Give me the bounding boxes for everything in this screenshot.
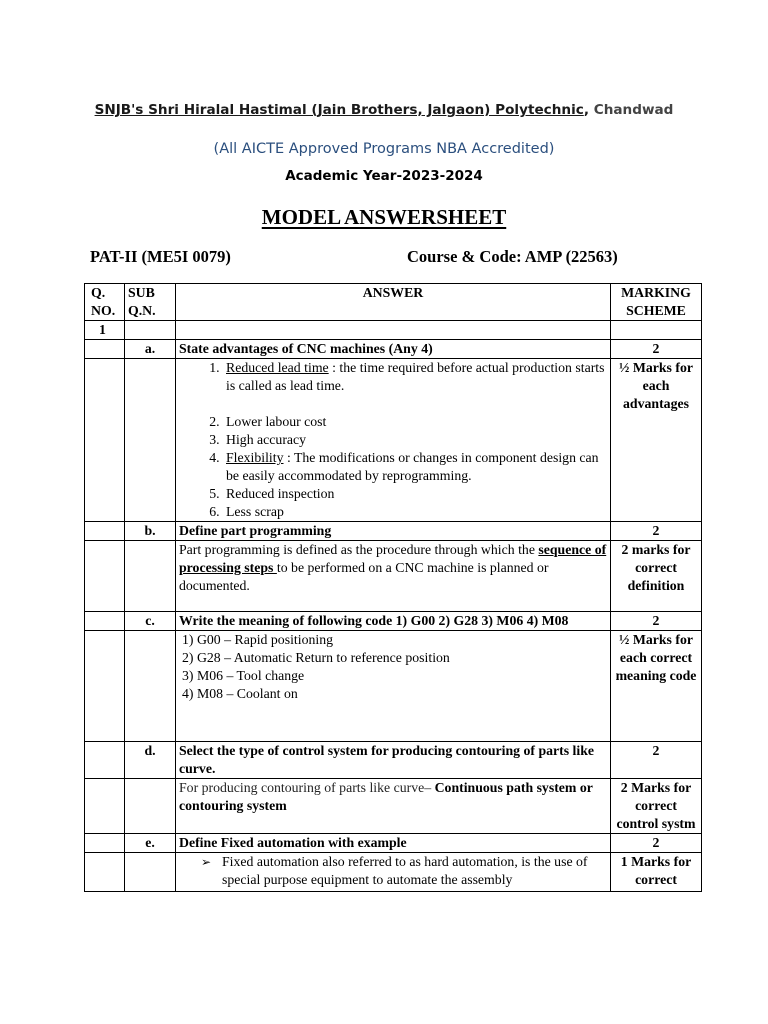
empty-cell — [85, 631, 125, 742]
item-text: : the time required before actual production starts is called as lead time. — [226, 360, 605, 393]
subq-question-d: Select the type of control system for producing contouring of parts like curve. — [176, 742, 611, 779]
subq-label-d: d. — [125, 742, 176, 779]
table-header-row — [85, 284, 702, 321]
subq-marks-c: 2 — [611, 612, 702, 631]
institute-sep: , — [583, 102, 594, 118]
code-line: 2) G28 – Automatic Return to reference position — [182, 650, 450, 665]
arrow-bullet-icon: ➢ — [201, 855, 212, 869]
subq-label-a: a. — [125, 340, 176, 359]
answer-row-d — [85, 779, 702, 834]
empty-cell — [85, 340, 125, 359]
scheme-b: 2 marks for correct definition — [611, 541, 702, 612]
header-answer: ANSWER — [176, 284, 611, 321]
test-code: PAT-II (ME5I 0079) — [90, 247, 231, 266]
list-spacer — [223, 395, 607, 413]
subq-marks-e: 2 — [611, 834, 702, 853]
subq-question-a: State advantages of CNC machines (Any 4) — [176, 340, 611, 359]
empty-cell — [85, 779, 125, 834]
header-marking — [611, 284, 702, 321]
answer-row-c — [85, 631, 702, 742]
subquestion-row-e — [85, 834, 702, 853]
answer-text: Part programming is defined as the procedure through which the — [179, 542, 539, 557]
item-term: Flexibility — [226, 450, 284, 465]
empty-cell — [125, 779, 176, 834]
empty-cell — [125, 359, 176, 522]
scheme-d: 2 Marks for correct control systm — [611, 779, 702, 834]
answer-row-a — [85, 359, 702, 522]
answer-table — [84, 283, 702, 892]
item-term: Reduced lead time — [226, 360, 329, 375]
subquestion-row-c — [85, 612, 702, 631]
empty-cell — [85, 834, 125, 853]
scheme-a: ½ Marks for each advantages — [611, 359, 702, 522]
subq-label-c: c. — [125, 612, 176, 631]
subq-marks-a: 2 — [611, 340, 702, 359]
header-subqn-line1: SUB — [128, 285, 155, 300]
subq-label-e: e. — [125, 834, 176, 853]
subq-question-b: Define part programming — [176, 522, 611, 541]
empty-cell — [125, 631, 176, 742]
empty-cell — [85, 541, 125, 612]
subquestion-row-a — [85, 340, 702, 359]
empty-cell — [85, 522, 125, 541]
header-qno — [85, 284, 125, 321]
list-item: 2. Lower labour cost — [223, 413, 607, 431]
answer-b — [176, 541, 611, 612]
scheme-e: 1 Marks for correct — [611, 853, 702, 892]
answer-text: For producing contouring of parts like curve– — [179, 780, 435, 795]
answer-d — [176, 779, 611, 834]
subquestion-row-b — [85, 522, 702, 541]
empty-cell — [85, 742, 125, 779]
advantages-list — [179, 359, 607, 521]
academic-year: Academic Year-2023-2024 — [285, 168, 483, 184]
page-title: MODEL ANSWERSHEET — [261, 205, 507, 229]
item-text: : The modifications or changes in component design can be easily accommodated by reprogramming. — [226, 450, 599, 483]
empty-cell — [611, 321, 702, 340]
subq-question-e: Define Fixed automation with example — [176, 834, 611, 853]
subq-marks-d: 2 — [611, 742, 702, 779]
answer-bullets — [179, 853, 607, 889]
list-item: 5. Reduced inspection — [223, 485, 607, 503]
empty-cell — [176, 321, 611, 340]
accreditation-line: (All AICTE Approved Programs NBA Accredited) — [213, 141, 555, 157]
question-number-row — [85, 321, 702, 340]
answer-a — [176, 359, 611, 522]
code-line: 4) M08 – Coolant on — [182, 686, 298, 701]
answer-c — [176, 631, 611, 742]
empty-cell — [125, 853, 176, 892]
question-number: 1 — [85, 321, 125, 340]
list-item — [223, 449, 607, 485]
empty-cell — [125, 541, 176, 612]
subquestion-row-d — [85, 742, 702, 779]
empty-cell — [85, 612, 125, 631]
header-qno-line1: Q. — [91, 285, 106, 300]
list-item: 3. High accuracy — [223, 431, 607, 449]
list-item — [201, 853, 607, 889]
answer-keyphrase: Continuous path system or contouring system — [179, 780, 593, 813]
code-line: 3) M06 – Tool change — [182, 668, 305, 683]
empty-cell — [85, 853, 125, 892]
answer-row-b — [85, 541, 702, 612]
answer-text: Fixed automation also referred to as hard automation, is the use of special purpose equipment to automate the assembly — [222, 854, 588, 887]
header-qno-line2: NO. — [91, 303, 116, 318]
institute-place: Chandwad — [593, 102, 674, 118]
empty-cell — [125, 321, 176, 340]
answer-e — [176, 853, 611, 892]
answer-row-e — [85, 853, 702, 892]
scheme-c: ½ Marks for each correct meaning code — [611, 631, 702, 742]
institute-main: SNJB's Shri Hiralal Hastimal (Jain Brothers, Jalgaon) Polytechnic — [94, 102, 584, 118]
subq-marks-b: 2 — [611, 522, 702, 541]
institute-name — [0, 102, 768, 118]
header-marking-line1: MARKING — [621, 285, 691, 300]
header-subqn-line2: Q.N. — [128, 303, 156, 318]
course-code: Course & Code: AMP (22563) — [407, 247, 618, 266]
subq-question-c: Write the meaning of following code 1) G00 2) G28 3) M06 4) M08 — [176, 612, 611, 631]
empty-cell — [85, 359, 125, 522]
answer-text: to be performed on a CNC machine is planned or documented. — [179, 560, 549, 593]
header-subqn — [125, 284, 176, 321]
code-line: 1) G00 – Rapid positioning — [182, 632, 333, 647]
answer-keyphrase: sequence of processing steps — [179, 542, 607, 575]
subq-label-b: b. — [125, 522, 176, 541]
header-marking-line2: SCHEME — [626, 303, 686, 318]
list-item: 6. Less scrap — [223, 503, 607, 521]
list-item — [223, 359, 607, 395]
